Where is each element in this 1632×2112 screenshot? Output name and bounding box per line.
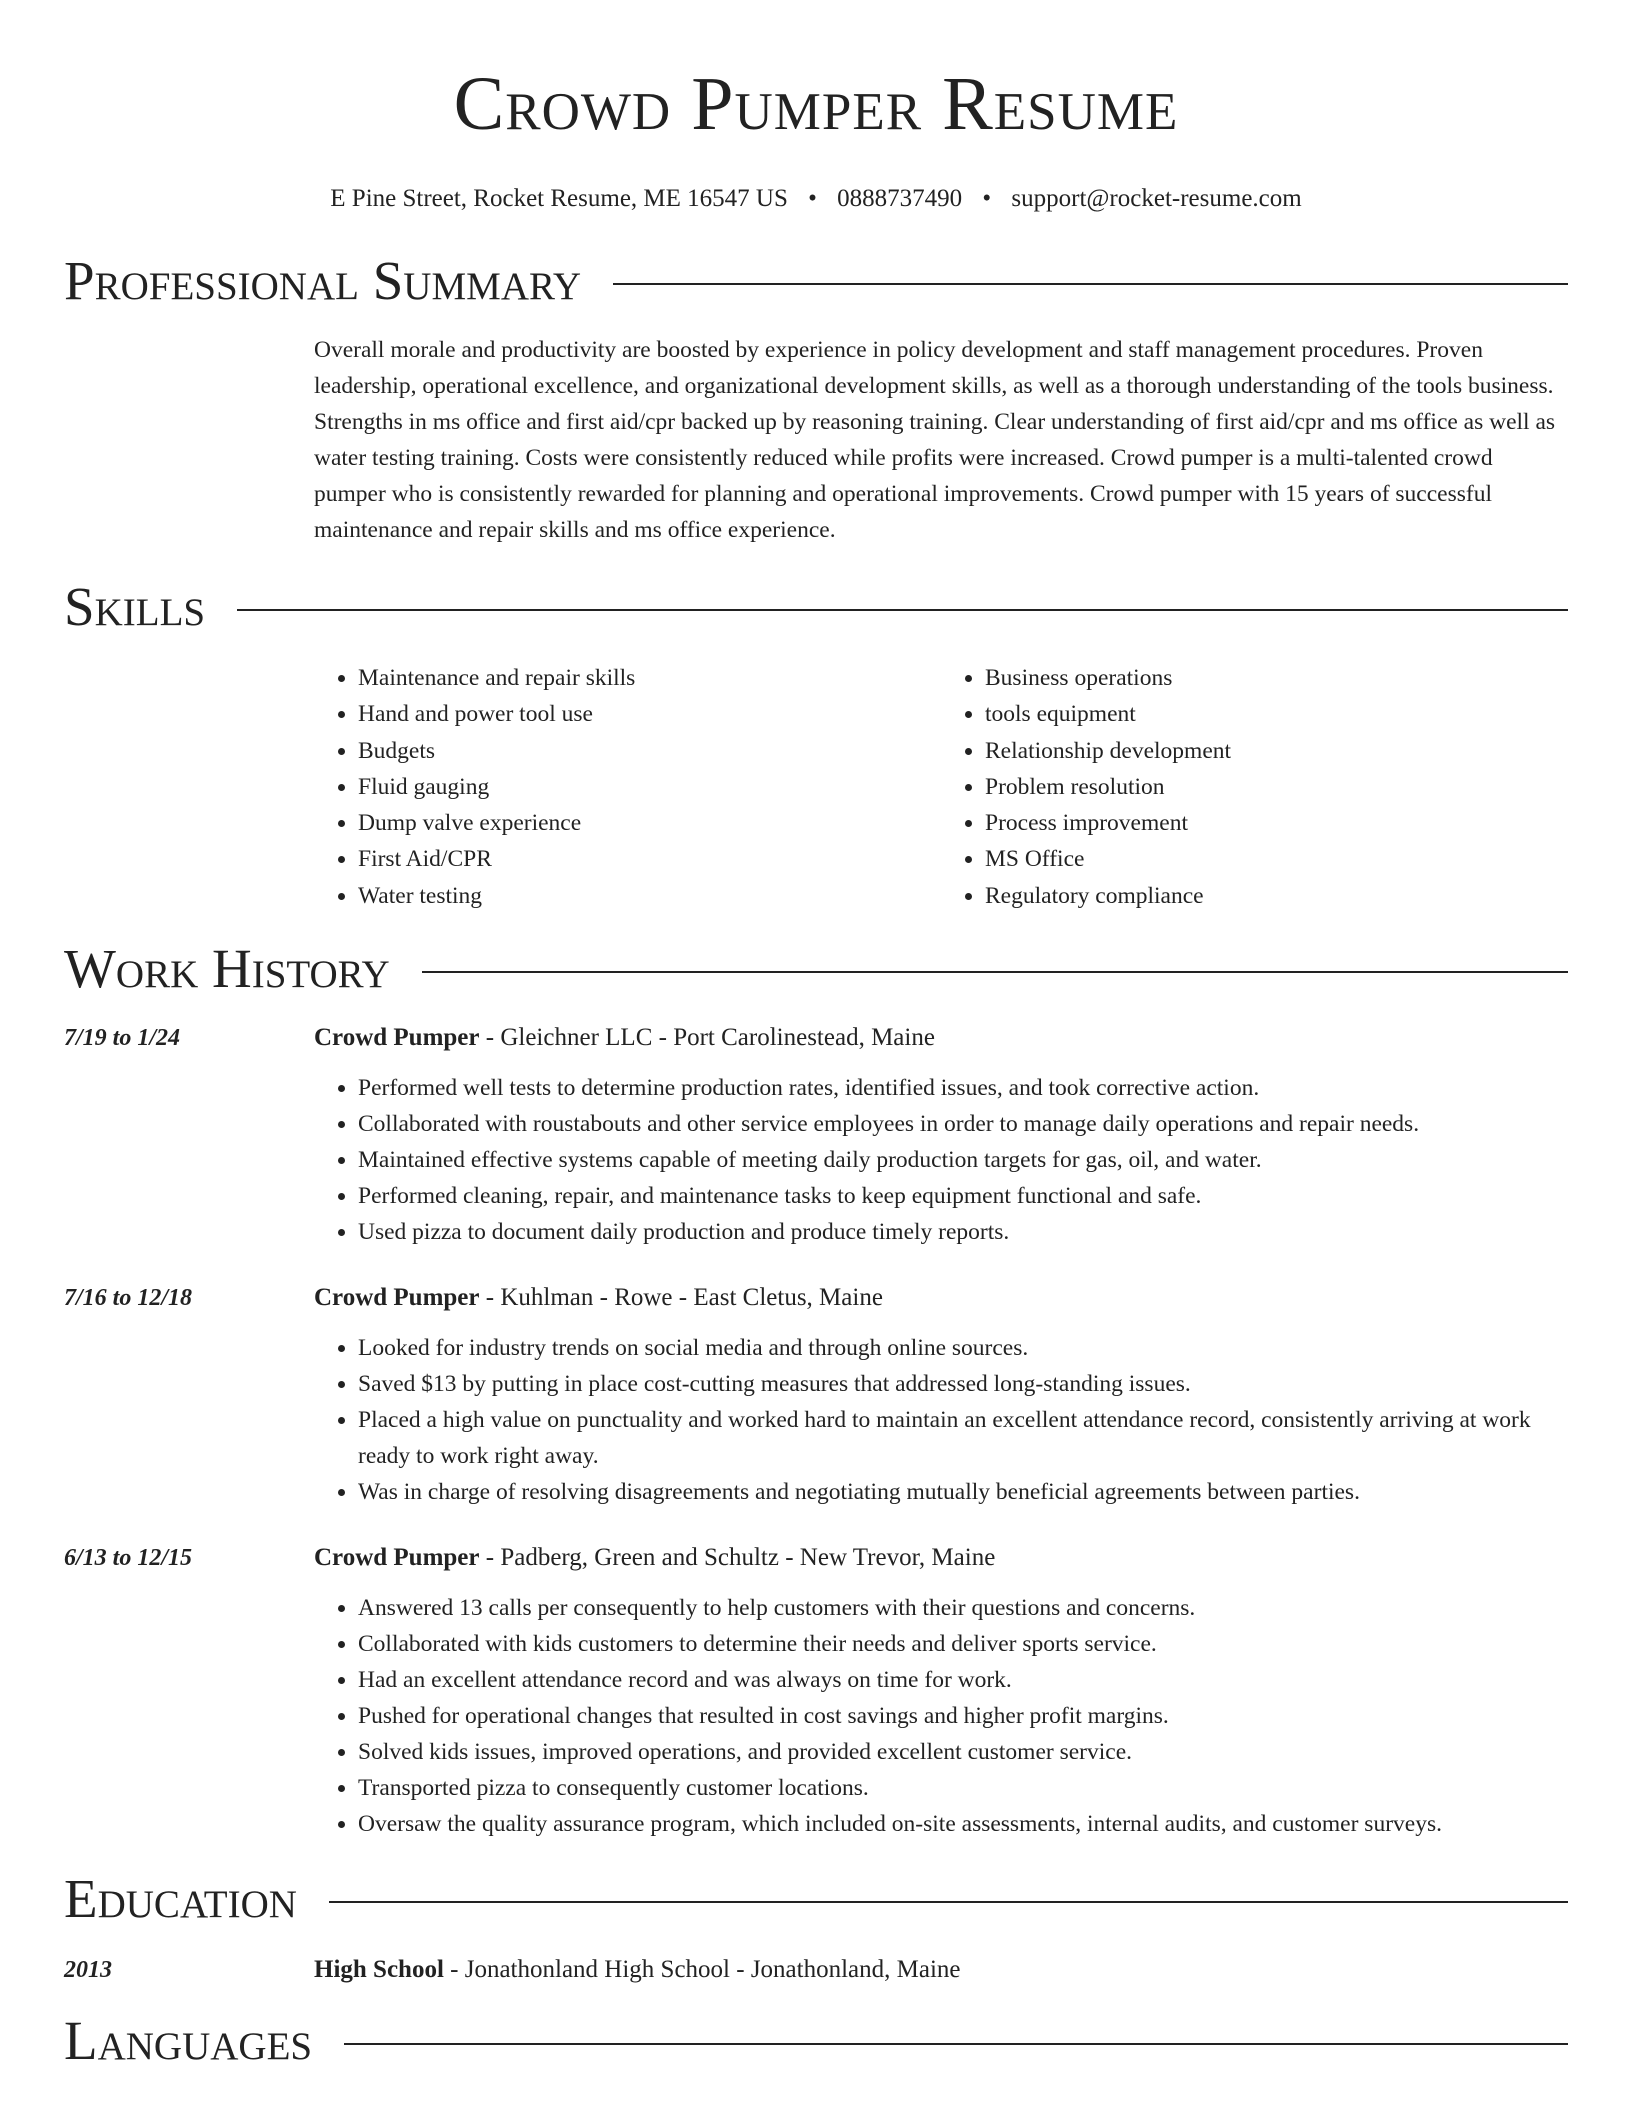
job-role: Crowd Pumper [314, 1544, 480, 1572]
skills-column-left [314, 660, 941, 914]
job-bullet: • Transported pizza to consequently customer locations. [358, 1770, 1568, 1806]
contact-separator: • [808, 185, 817, 212]
job-bullet: • Maintained effective systems capable of meeting daily production targets for gas, oil, and water. [358, 1142, 1568, 1178]
job-entry [64, 1020, 1568, 1250]
skills-heading: Skills [64, 576, 206, 637]
section-divider [237, 609, 1568, 611]
contact-phone: 0888737490 [837, 185, 963, 212]
section-divider [329, 1901, 1568, 1903]
job-bullet: • Pushed for operational changes that resulted in cost savings and higher profit margins. [358, 1698, 1568, 1734]
job-title-line [314, 1020, 1568, 1056]
resume-title: Crowd Pumper Resume [453, 62, 1179, 146]
skill-item: • Water testing [358, 878, 941, 914]
job-bullet: • Solved kids issues, improved operations, and provided excellent customer service. [358, 1734, 1568, 1770]
job-bullet: • Used pizza to document daily production and produce timely reports. [358, 1214, 1568, 1250]
job-dates: 7/16 to 12/18 [64, 1285, 193, 1312]
education-year: 2013 [64, 1957, 112, 1984]
job-employer: - Gleichner LLC - Port Carolinestead, Maine [479, 1024, 935, 1052]
languages-heading: Languages [64, 2010, 313, 2072]
skill-item: • First Aid/CPR [358, 841, 941, 877]
education-degree: High School [314, 1956, 444, 1984]
contact-separator: • [982, 185, 992, 212]
summary-text: Overall morale and productivity are boosted by experience in policy development and staff management procedures. Proven leadership, operational excellence, and organizational development skills, as well as a thorough understanding of the tools business. Strengths in ms office and first aid/cpr backed up by reasoning training. Clear understanding of first aid/cpr and ms office as well as water testing training. Costs were consistently reduced while profits were increased. Crowd pumper is a multi-talented crowd pumper who is consistently rewarded for planning and operational improvements. Crowd pumper with 15 years of successful maintenance and repair skills and ms office experience. [314, 337, 1556, 543]
job-title-line [314, 1540, 1568, 1576]
job-bullet: • Placed a high value on punctuality and worked hard to maintain an excellent attendance record, consistently arriving at work ready to work right away. [358, 1402, 1568, 1474]
job-bullet: • Collaborated with roustabouts and other service employees in order to manage daily operations and repair needs. [358, 1106, 1568, 1142]
job-bullet: • Oversaw the quality assurance program, which included on-site assessments, internal audits, and customer surveys. [358, 1806, 1568, 1842]
work-section-header [64, 936, 1568, 1002]
skill-item: • Fluid gauging [358, 769, 941, 805]
skills-section-header [64, 574, 1568, 640]
job-bullet: • Looked for industry trends on social media and through online sources. [358, 1330, 1568, 1366]
skill-item: • Relationship development [985, 733, 1568, 769]
skill-item: • Budgets [358, 733, 941, 769]
skill-item: • Dump valve experience [358, 805, 941, 841]
skills-column-right [941, 660, 1568, 914]
education-line [314, 1952, 961, 1988]
job-bullet: • Collaborated with kids customers to determine their needs and deliver sports service. [358, 1626, 1568, 1662]
job-title-line [314, 1280, 1568, 1316]
section-divider [344, 2043, 1568, 2045]
job-body [314, 1020, 1568, 1250]
job-body [314, 1280, 1568, 1510]
education-school: - Jonathonland High School - Jonathonland, Maine [443, 1956, 961, 1984]
job-role: Crowd Pumper [314, 1024, 480, 1052]
job-bullet: • Had an excellent attendance record and was always on time for work. [358, 1662, 1568, 1698]
job-dates: 6/13 to 12/15 [64, 1545, 193, 1572]
skill-item: • tools equipment [985, 696, 1568, 732]
skill-item: • Hand and power tool use [358, 696, 941, 732]
skill-item: • Business operations [985, 660, 1568, 696]
job-bullet: • Saved $13 by putting in place cost-cutting measures that addressed long-standing issues. [358, 1366, 1568, 1402]
job-bullet: • Was in charge of resolving disagreements and negotiating mutually beneficial agreements between parties. [358, 1474, 1568, 1510]
skill-item: • MS Office [985, 841, 1568, 877]
work-heading: Work History [64, 938, 390, 1000]
section-divider [422, 971, 1568, 973]
job-bullet: • Performed well tests to determine production rates, identified issues, and took corrective action. [358, 1070, 1568, 1106]
job-bullets [314, 1330, 1568, 1510]
job-bullets [314, 1590, 1568, 1842]
languages-section-header [64, 2008, 1568, 2074]
contact-address: E Pine Street, Rocket Resume, ME 16547 US [330, 185, 788, 212]
skill-item: • Maintenance and repair skills [358, 660, 941, 696]
job-entry [64, 1540, 1568, 1842]
job-role: Crowd Pumper [314, 1284, 480, 1312]
education-entry [64, 1952, 1568, 1988]
job-employer: - Kuhlman - Rowe - East Cletus, Maine [479, 1284, 883, 1312]
section-divider [613, 283, 1568, 285]
job-bullet: • Answered 13 calls per consequently to help customers with their questions and concerns. [358, 1590, 1568, 1626]
skill-item: • Regulatory compliance [985, 878, 1568, 914]
contact-line [64, 184, 1568, 214]
summary-heading: Professional Summary [64, 250, 582, 311]
contact-email: support@rocket-resume.com [1011, 185, 1302, 212]
job-bullets [314, 1070, 1568, 1250]
job-body [314, 1540, 1568, 1842]
education-heading: Education [64, 1868, 297, 1930]
skill-item: • Problem resolution [985, 769, 1568, 805]
job-entry [64, 1280, 1568, 1510]
job-bullet: • Performed cleaning, repair, and maintenance tasks to keep equipment functional and safe. [358, 1178, 1568, 1214]
skills-list [314, 660, 1568, 914]
summary-section-header [64, 248, 1568, 314]
job-employer: - Padberg, Green and Schultz - New Trevor, Maine [479, 1544, 996, 1572]
skill-item: • Process improvement [985, 805, 1568, 841]
education-section-header [64, 1866, 1568, 1932]
job-dates: 7/19 to 1/24 [64, 1025, 181, 1052]
